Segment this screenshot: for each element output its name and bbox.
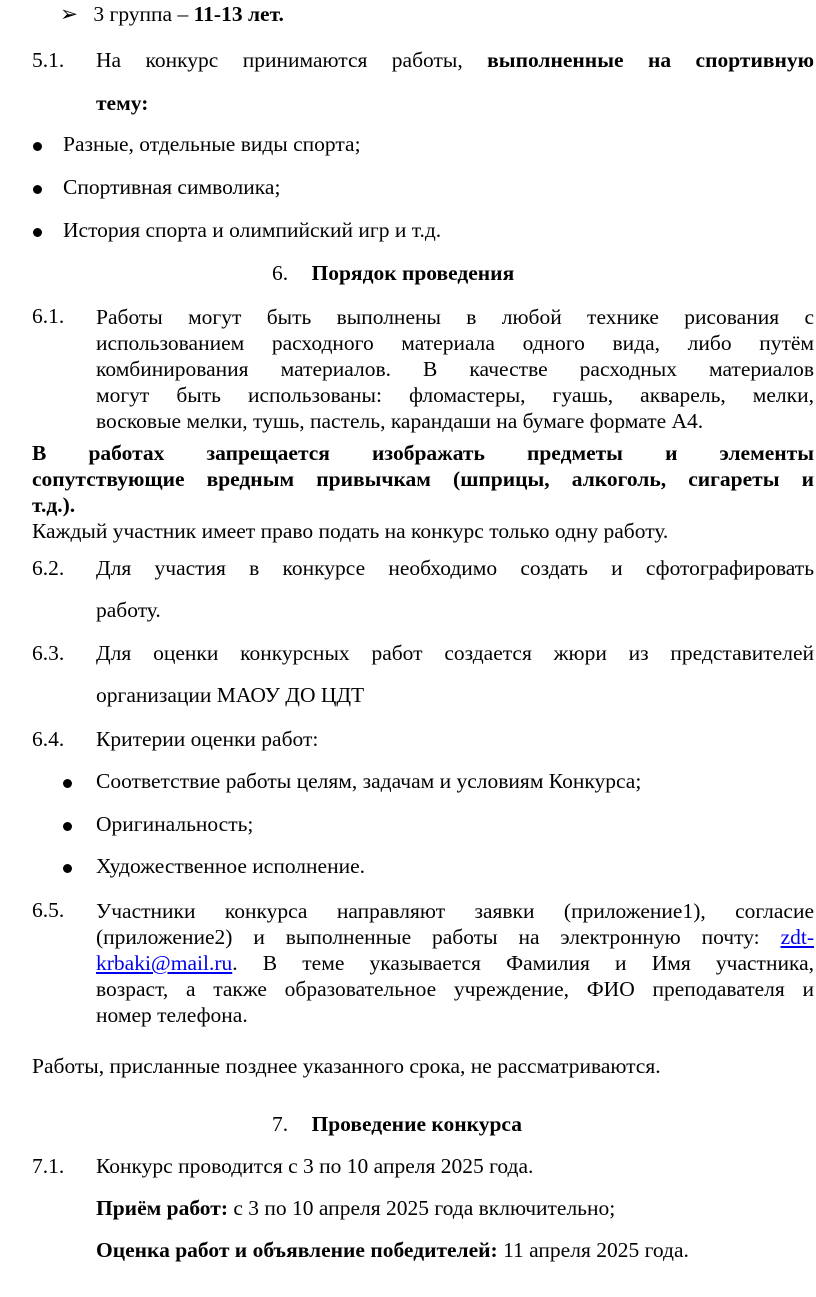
criteria-title: Критерии оценки работ: bbox=[96, 727, 319, 751]
warning-line: т.д.). bbox=[32, 493, 76, 517]
clause-6-1-line: восковые мелки, тушь, пастель, карандаши на бумаге формате А4. bbox=[96, 409, 704, 433]
bullet-icon bbox=[33, 142, 42, 151]
clause-6-5-line: Участники конкурса направляют заявки (приложение1), согласие bbox=[96, 899, 814, 923]
clause-6-3-line1: Для оценки конкурсных работ создается жюри из представителей bbox=[96, 641, 814, 665]
clause-6-5-line: krbaki@mail.ru. В теме указывается Фамилия и Имя участника, bbox=[96, 951, 814, 975]
criteria-item: Оригинальность; bbox=[96, 812, 254, 836]
email-link-part1[interactable]: zdt- bbox=[780, 925, 814, 949]
clause-number: 6.2. bbox=[32, 556, 65, 580]
clause-6-1-line: могут быть использованы: фломастеры, гуашь, акварель, мелки, bbox=[96, 383, 814, 407]
clause-6-5-line: возраст, а также образовательное учреждение, ФИО преподавателя и bbox=[96, 977, 814, 1001]
clause-6-1-line: комбинирования материалов. В качестве расходных материалов bbox=[96, 357, 814, 381]
clause-number: 6.3. bbox=[32, 641, 65, 665]
criteria-item: Соответствие работы целям, задачам и условиям Конкурса; bbox=[96, 769, 642, 793]
clause-number: 6.4. bbox=[32, 727, 65, 751]
list-item: История спорта и олимпийский игр и т.д. bbox=[63, 218, 442, 242]
criteria-item: Художественное исполнение. bbox=[96, 854, 366, 878]
clause-5-1-line2: тему: bbox=[96, 91, 149, 115]
clause-6-2-line2: работу. bbox=[96, 598, 161, 622]
clause-6-1-line: использованием расходного материала одного вида, либо путём bbox=[96, 331, 814, 355]
section-heading: 6. Порядок проведения bbox=[272, 261, 515, 285]
clause-number: 7.1. bbox=[32, 1154, 65, 1178]
clause-6-5-line: (приложение2) и выполненные работы на электронную почту: zdt- bbox=[96, 925, 814, 949]
clause-6-3-line2: организации МАОУ ДО ЦДТ bbox=[96, 683, 365, 707]
bullet-icon bbox=[63, 779, 72, 788]
clause-number: 5.1. bbox=[32, 48, 65, 72]
late-note: Работы, присланные позднее указанного срока, не рассматриваются. bbox=[32, 1054, 661, 1078]
email-link[interactable]: krbaki@mail.ru bbox=[96, 951, 233, 975]
clause-6-2-line1: Для участия в конкурсе необходимо создать и сфотографировать bbox=[96, 556, 814, 580]
clause-number: 6.5. bbox=[32, 898, 65, 922]
warning-line: сопутствующие вредным привычкам (шприцы, алкоголь, сигареты и bbox=[32, 467, 814, 491]
clause-7-1-text: Конкурс проводится с 3 по 10 апреля 2025 года. bbox=[96, 1154, 534, 1178]
bullet-icon bbox=[63, 822, 72, 831]
bullet-icon bbox=[33, 185, 42, 194]
clause-6-5-line: номер телефона. bbox=[96, 1003, 248, 1027]
evaluation-date: Оценка работ и объявление победителей: 11 апреля 2025 года. bbox=[96, 1238, 689, 1262]
clause-6-1-line: Работы могут быть выполнены в любой технике рисования с bbox=[96, 305, 814, 329]
list-item: Спортивная символика; bbox=[63, 175, 281, 199]
clause-number: 6.1. bbox=[32, 304, 65, 328]
clause-5-1-line1: На конкурс принимаются работы, выполненные на спортивную bbox=[96, 48, 815, 72]
warning-line: В работах запрещается изображать предметы и элементы bbox=[32, 441, 814, 465]
bullet-icon bbox=[63, 864, 72, 873]
section-heading: 7. Проведение конкурса bbox=[272, 1112, 522, 1136]
one-work-note: Каждый участник имеет право подать на конкурс только одну работу. bbox=[32, 519, 669, 543]
arrow-bullet-icon: ➢ bbox=[60, 2, 79, 26]
list-item: Разные, отдельные виды спорта; bbox=[63, 132, 361, 156]
acceptance-period: Приём работ: с 3 по 10 апреля 2025 года включительно; bbox=[96, 1196, 616, 1220]
age-group-3: ➢ 3 группа – 11-13 лет. bbox=[60, 2, 284, 26]
bullet-icon bbox=[33, 228, 42, 237]
